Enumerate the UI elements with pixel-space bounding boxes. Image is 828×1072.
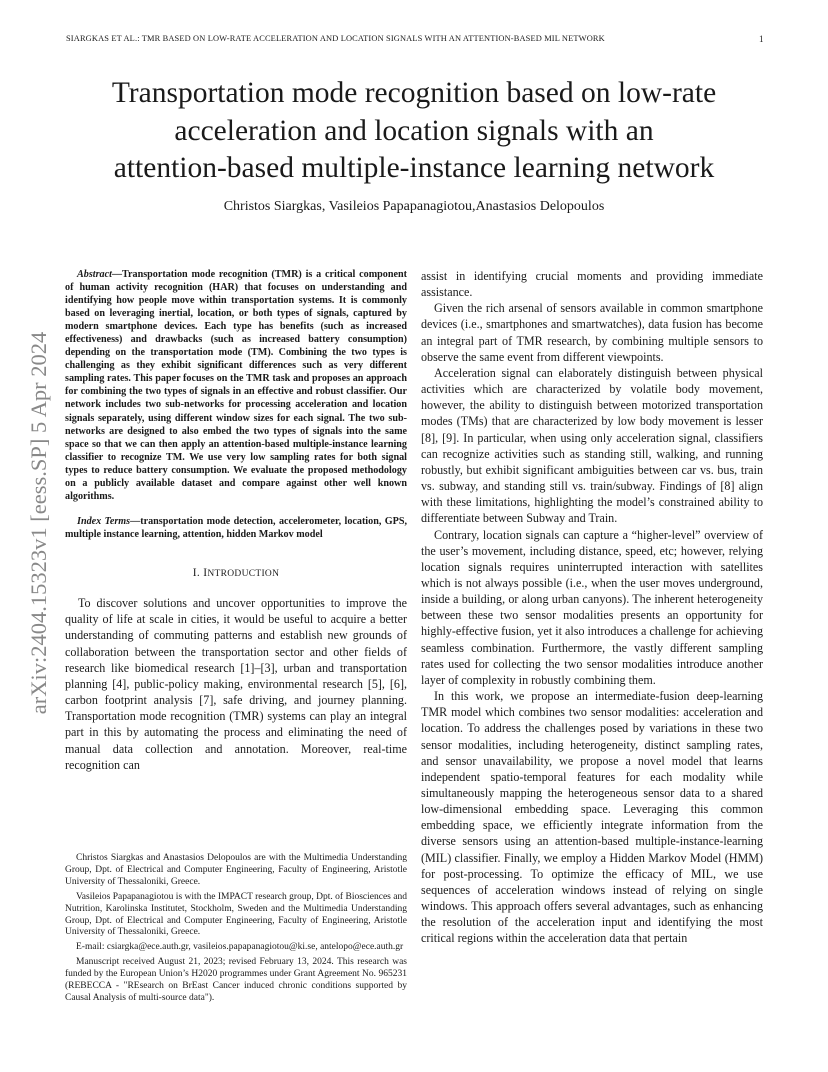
index-terms xyxy=(65,515,407,541)
footnotes xyxy=(65,853,407,1008)
title-line: attention-based multiple-instance learning network xyxy=(113,152,715,184)
section-title: NTRODUCTION xyxy=(207,568,280,579)
footnote: Christos Siargkas and Anastasios Delopoulos are with the Multimedia Understanding Group, Dpt. of Electrical and Computer Engineering, Faculty of Engineering, Aristotle University of Thessaloniki, Greece. xyxy=(65,853,407,887)
left-column xyxy=(65,268,407,773)
index-terms-text: —transportation mode detection, accelerometer, location, GPS, multiple instance learning, attention, hidden Markov model xyxy=(65,515,407,540)
body-paragraph: To discover solutions and uncover opportunities to improve the quality of life at scale in cities, it would be useful to acquire a better understanding of commuting patterns and establish new grounds of collaboration between the transportation sector and other fields of research like biomedical research [1]–[3], urban and transportation planning [4], public-policy making, environmental research [5], [6], carbon footprint analysis [7], safe driving, and journey planning. Transportation mode recognition (TMR) systems can play an integral part in this by automating the process and eliminating the need of manual data collection and annotation. Moreover, real-time recognition can xyxy=(65,596,407,772)
body-paragraph: Given the rich arsenal of sensors available in common smartphone devices (i.e., smartphones and smartwatches), data fusion has become an integral part of TMR research, by combining multiple sensors to observe the same event from different viewpoints. xyxy=(421,301,763,364)
abstract-label: Abstract xyxy=(77,269,112,280)
body-paragraph: In this work, we propose an intermediate-fusion deep-learning TMR model which combines two sensor modalities: acceleration and location. To address the challenges posed by variations in these two sensor modalities, including heterogeneity, distinct sampling rates, and sensor unavailability, we propose a novel model that learns independent spatio-temporal features for each modality while simultaneously mapping the heterogeneous sensor data to a shared low-dimensional embedding space. Leveraging this common embedding space, we efficiently integrate information from the diverse sensors using an attention-based multiple-instance-learning (MIL) classifier. Finally, we employ a Hidden Markov Model (HMM) for post-processing. To optimize the efficacy of MIL, we use sequences of acceleration windows instead of relying on single windows. This approach offers several advantages, such as enhancing the resolution of the acceleration input and identifying the most critical regions within the acceleration data that pertain xyxy=(421,689,763,946)
arxiv-stamp xyxy=(20,288,58,758)
running-head: SIARGKAS ET AL.: TMR BASED ON LOW-RATE ACCELERATION AND LOCATION SIGNALS WITH AN ATTENTION-BASED MIL NETWORK xyxy=(66,34,605,43)
arxiv-stamp-text: arXiv:2404.15323v1 [eess.SP] 5 Apr 2024 xyxy=(26,331,51,715)
title-line: Transportation mode recognition based on low-rate xyxy=(111,77,717,109)
body-paragraph: assist in identifying crucial moments and providing immediate assistance. xyxy=(421,269,763,300)
footnote: Manuscript received August 21, 2023; revised February 13, 2024. This research was funded by the European Union’s H2020 programmes under Grant Agreement No. 965231 (REBECCA - "REsearch on BrEast Cancer induced chronic conditions supported by Causal Analysis of multi-source data"). xyxy=(65,957,407,1003)
section-numeral: I. I xyxy=(192,566,208,579)
author-list: Christos Siargkas, Vasileios Papapanagiotou,Anastasios Delopoulos xyxy=(223,199,605,214)
title-line: acceleration and location signals with an xyxy=(174,114,654,147)
index-terms-label: Index Terms xyxy=(77,515,131,527)
abstract xyxy=(65,268,407,503)
body-paragraph: Contrary, location signals can capture a “higher-level” overview of the user’s movement, including distance, speed, etc; however, relying location signals requires uninterrupted interaction with satellites which is not always possible (i.e., when the user moves underground, inside a building, or along urban canyons). The inherent heterogeneity between these two sensor modalities presents an opportunity for highly-effective fusion, yet it also introduces a challenge for achieving seamless combination. Furthermore, the vastly different sampling rates used for collecting the two sensor modalities introduce another layer of complexity in robustly combining them. xyxy=(421,527,763,687)
section-heading xyxy=(65,565,407,582)
paper-title xyxy=(60,75,768,188)
footnote-email: E-mail: csiargka@ece.auth.gr, vasileios.papapanagiotou@ki.se, antelopo@ece.auth.gr xyxy=(76,942,404,953)
right-column xyxy=(421,268,763,947)
body-paragraph: Acceleration signal can elaborately distinguish between physical activities which are characterized by volatile body movement, however, the ability to distinguish between motorized transportation modes (TMs) that are characterized by low body movement is lesser [8], [9]. In particular, when using only acceleration signal, classifiers can recognize activities such as standing still, walking, and running robustly, but exhibit significant ambiguities between car vs. bus, train vs. subway, and standing still vs. train/subway. Findings of [8] align with these limitations, highlighting the model’s constrained ability to differentiate between Subway and Train. xyxy=(421,365,763,526)
abstract-text: —Transportation mode recognition (TMR) is a critical component of human activity recognition (HAR) that focuses on understanding and identifying how people move within transportation systems. It is commonly based on leveraging inertial, location, or both types of signals, captured by modern smartphone devices. Each type has benefits (such as increased effectiveness) and drawbacks (such as increased battery consumption) depending on the transportation mode (TM). Combining the two types is challenging as they exhibit significant differences such as very different sampling rates. This paper focuses on the TMR task and proposes an approach for combining the two types of signals in an effective and robust classifier. Our network includes two sub-networks for processing acceleration and location signals separately, using different window sizes for each signal. The two sub-networks are designed to also embed the two types of signals into the same space so that we can then apply an attention-based multiple-instance learning classifier to recognize TM. We use very low sampling rates for both signal types to reduce battery consumption. We evaluate the proposed methodology on a publicly available dataset and compare against other well known algorithms. xyxy=(65,269,407,502)
page-number: 1 xyxy=(759,34,764,44)
footnote: Vasileios Papapanagiotou is with the IMPACT research group, Dpt. of Biosciences and Nutrition, Karolinska Institutet, Stockholm, Sweden and the Multimedia Understanding Group, Dpt. of Electrical and Computer Engineering, Faculty of Engineering, Aristotle University of Thessaloniki, Greece. xyxy=(65,891,407,938)
